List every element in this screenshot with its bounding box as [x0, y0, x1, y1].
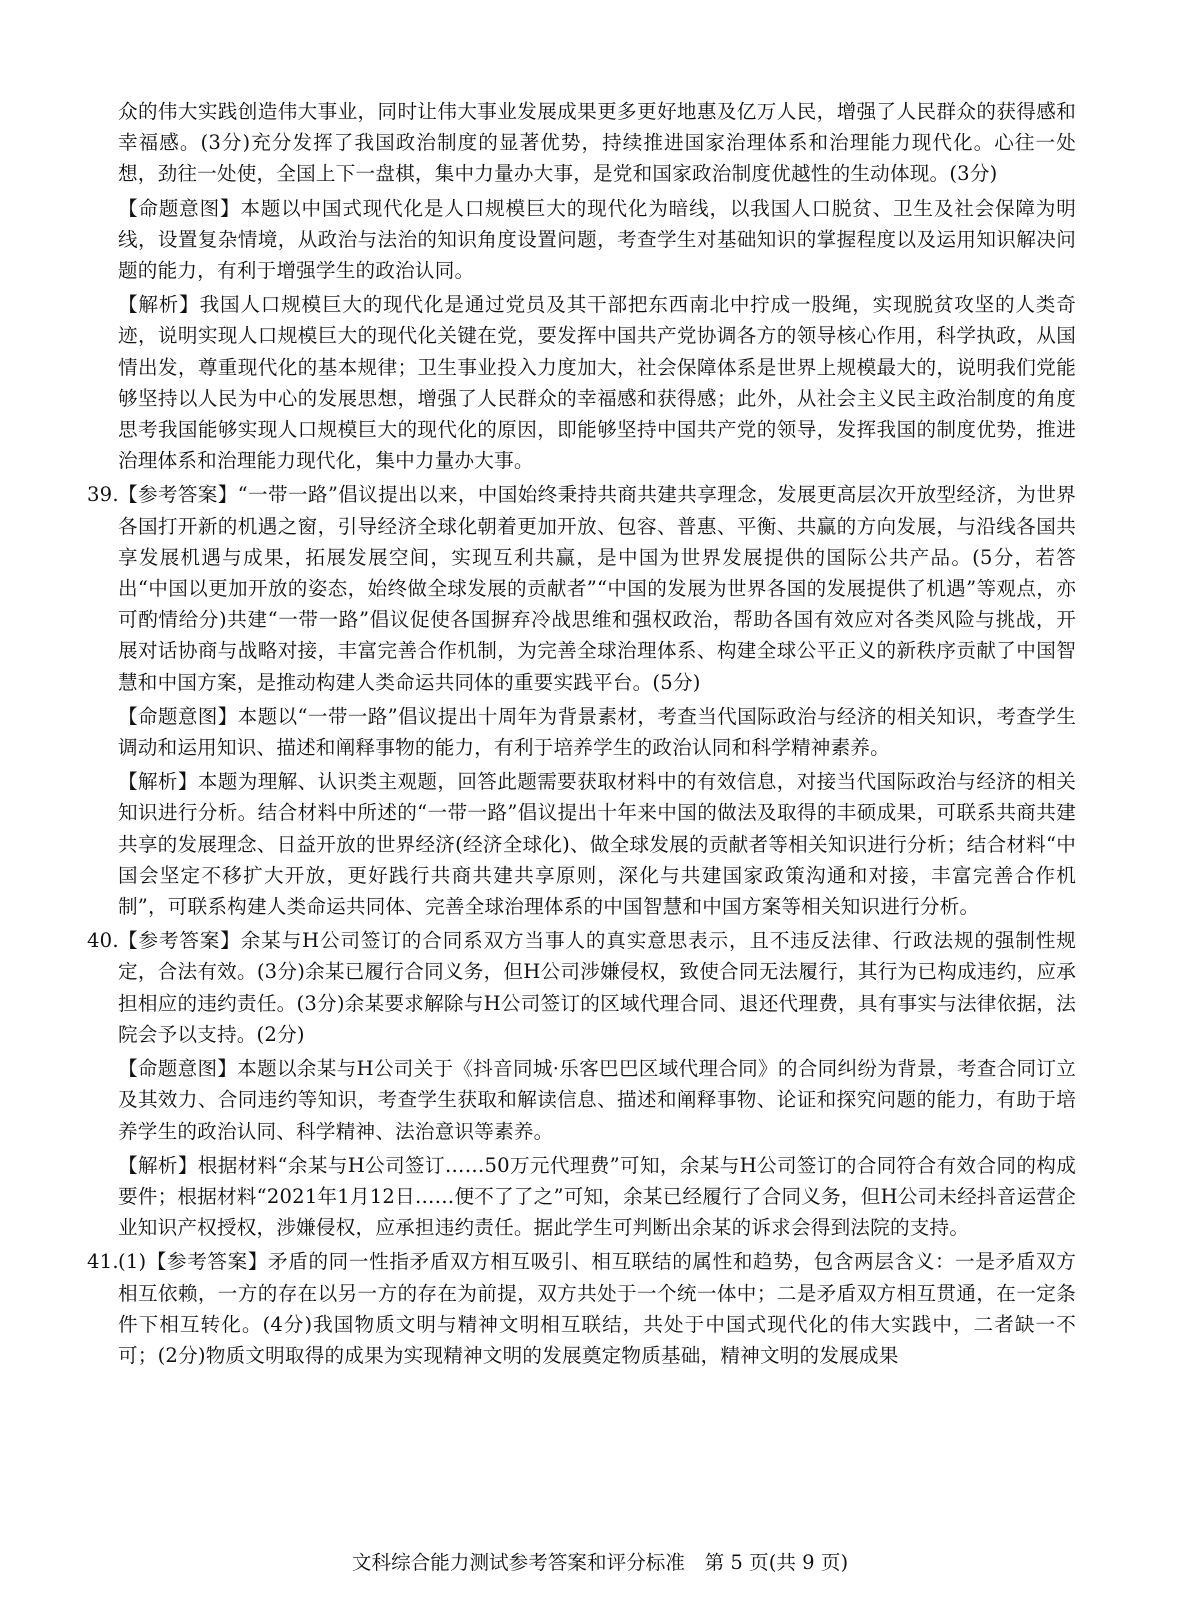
question-number: 41.	[87, 1250, 119, 1274]
q40-answer	[87, 925, 1076, 1050]
question-number: 40.	[87, 929, 119, 953]
question-number: 39.	[87, 483, 119, 507]
q39-intent: 【命题意图】本题以“一带一路”倡议提出十周年为背景素材，考查当代国际政治与经济的相关知识，考查学生调动和运用知识、描述和阐释事物的能力，有利于培养学生的政治认同和科学精神素养。	[118, 704, 1076, 760]
answer-key-page	[87, 96, 1076, 1374]
answer-continuation: 众的伟大实践创造伟大事业，同时让伟大事业发展成果更多更好地惠及亿万人民，增强了人民群众的获得感和幸福感。(3分)充分发挥了我国政治制度的显著优势，持续推进国家治理体系和治理能力现代化。心往一处想，劲往一处使，全国上下一盘棋，集中力量办大事，是党和国家政治制度优越性的生动体现。(3分)	[118, 100, 1076, 186]
q39-answer-text: 【参考答案】“一带一路”倡议提出以来，中国始终秉持共商共建共享理念，发展更高层次开放型经济，为世界各国打开新的机遇之窗，引导经济全球化朝着更加开放、包容、普惠、平衡、共赢的方向发展，与沿线各国共享发展机遇与成果，拓展发展空间，实现互利共赢，是中国为世界发展提供的国际公共产品。(5分，若答出“中国以更加开放的姿态，始终做全球发展的贡献者”“中国的发展为世界各国的发展提供了机遇”等观点，亦可酌情给分)共建“一带一路”倡议促使各国摒弃冷战思维和强权政治，帮助各国有效应对各类风险与挑战，开展对话协商与战略对接，丰富完善合作机制，为完善全球治理体系、构建全球公平正义的新秩序贡献了中国智慧和中国方案，是推动构建人类命运共同体的重要实践平台。(5分)	[118, 483, 1076, 694]
q40-intent: 【命题意图】本题以余某与H公司关于《抖音同城·乐客巴巴区域代理合同》的合同纠纷为背景，考查合同订立及其效力、合同违约等知识，考查学生获取和解读信息、描述和阐释事物、论证和探究问题的能力，有助于培养学生的政治认同、科学精神、法治意识等素养。	[118, 1057, 1076, 1143]
q39-answer	[87, 479, 1076, 697]
q40-analysis: 【解析】根据材料“余某与H公司签订……50万元代理费”可知，余某与H公司签订的合同符合有效合同的构成要件；根据材料“2021年1月12日……便不了了之”可知，余某已经履行了合同义务，但H公司未经抖音运营企业知识产权授权，涉嫌侵权，应承担违约责任。据此学生可判断出余某的诉求会得到法院的支持。	[118, 1153, 1076, 1240]
q41-answer	[87, 1246, 1076, 1371]
q38-analysis: 【解析】我国人口规模巨大的现代化是通过党员及其干部把东西南北中拧成一股绳，实现脱贫攻坚的人类奇迹，说明实现人口规模巨大的现代化关键在党，要发挥中国共产党协调各方的领导核心作用，科学执政，从国情出发，尊重现代化的基本规律；卫生事业投入力度加大，社会保障体系是世界上规模最大的，说明我们党能够坚持以人民为中心的发展思想，增强了人民群众的幸福感和获得感；此外，从社会主义民主政治制度的角度思考我国能够实现人口规模巨大的现代化的原因，即能够坚持中国共产党的领导，发挥我国的制度优势，推进治理体系和治理能力现代化，集中力量办大事。	[118, 293, 1076, 473]
q40-answer-text: 【参考答案】余某与H公司签订的合同系双方当事人的真实意思表示，且不违反法律、行政法规的强制性规定，合法有效。(3分)余某已履行合同义务，但H公司涉嫌侵权，致使合同无法履行，其行为已构成违约，应承担相应的违约责任。(3分)余某要求解除与H公司签订的区域代理合同、退还代理费，具有事实与法律依据，法院会予以支持。(2分)	[118, 929, 1076, 1046]
q39-analysis: 【解析】本题为理解、认识类主观题，回答此题需要获取材料中的有效信息，对接当代国际政治与经济的相关知识进行分析。结合材料中所述的“一带一路”倡议提出十年来中国的做法及取得的丰硕成果，可联系共商共建共享的发展理念、日益开放的世界经济(经济全球化)、做全球发展的贡献者等相关知识进行分析；结合材料“中国会坚定不移扩大开放，更好践行共商共建共享原则，深化与共建国家政策沟通和对接，丰富完善合作机制”，可联系构建人类命运共同体、完善全球治理体系的中国智慧和中国方案等相关知识进行分析。	[118, 770, 1076, 919]
q41-answer-text: (1)【参考答案】矛盾的同一性指矛盾双方相互吸引、相互联结的属性和趋势，包含两层含义：一是矛盾双方相互依赖，一方的存在以另一方的存在为前提，双方共处于一个统一体中；二是矛盾双方相互贯通，在一定条件下相互转化。(4分)我国物质文明与精神文明相互联结，共处于中国式现代化的伟大实践中，二者缺一不可；(2分)物质文明取得的成果为实现精神文明的发展奠定物质基础，精神文明的发展成果	[118, 1250, 1076, 1367]
q38-intent: 【命题意图】本题以中国式现代化是人口规模巨大的现代化为暗线，以我国人口脱贫、卫生及社会保障为明线，设置复杂情境，从政治与法治的知识角度设置问题，考查学生对基础知识的掌握程度以及运用知识解决问题的能力，有利于增强学生的政治认同。	[118, 196, 1076, 283]
page-footer: 文科综合能力测试参考答案和评分标准 第 5 页(共 9 页)	[351, 1551, 849, 1574]
